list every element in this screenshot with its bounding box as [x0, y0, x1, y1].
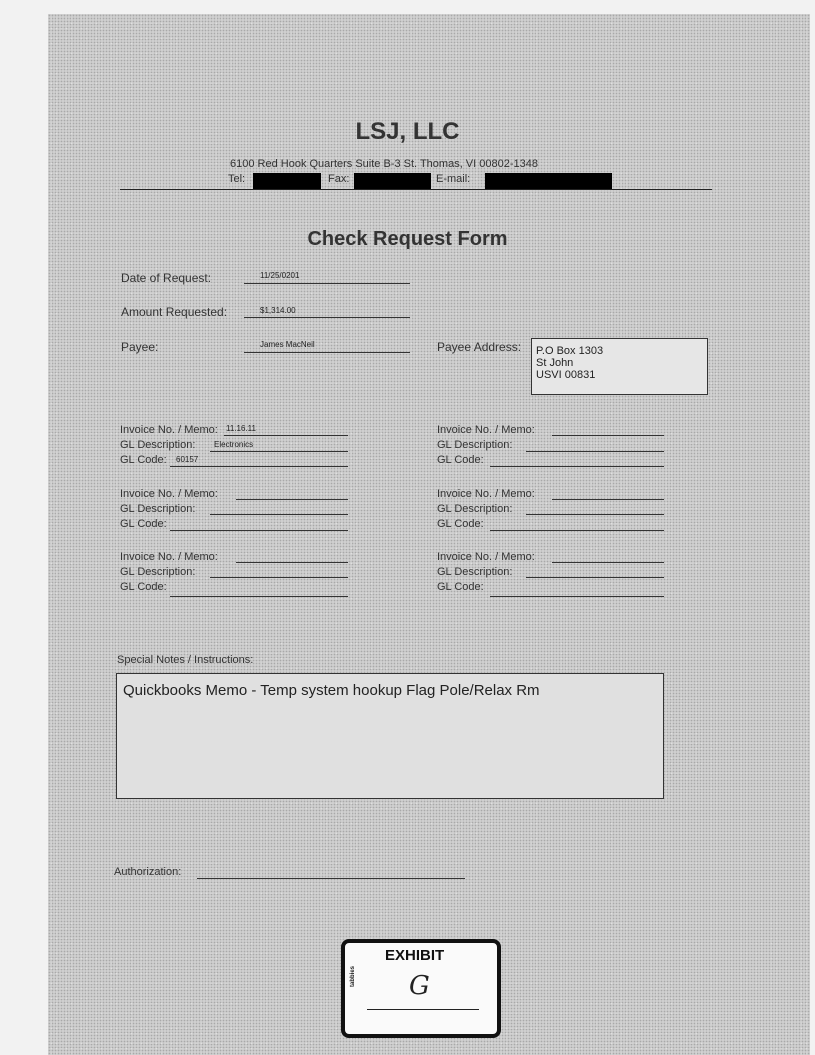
payee-address-label: Payee Address:: [437, 340, 522, 354]
authorization-label: Authorization:: [114, 866, 182, 878]
tel-label: Tel:: [228, 173, 246, 185]
payee-address-line: USVI 00831: [536, 369, 596, 381]
email-redaction: [485, 173, 612, 189]
exhibit-letter: G: [409, 971, 430, 1001]
gl-code-label: GL Code:: [437, 581, 484, 593]
invoice-memo-label: Invoice No. / Memo:: [437, 424, 535, 436]
exhibit-title: EXHIBIT: [385, 947, 445, 964]
payee-address-box[interactable]: [531, 338, 708, 395]
invoice-memo-line: [552, 562, 664, 563]
gl-code-label: GL Code:: [437, 454, 484, 466]
exhibit-brand: tabbies: [350, 965, 356, 987]
email-label: E-mail:: [436, 173, 471, 185]
gl-code-line: [490, 530, 664, 531]
fax-label: Fax:: [328, 173, 350, 185]
gl-description-line: [526, 451, 664, 452]
gl-description-label: GL Description:: [120, 503, 196, 515]
invoice-memo-label: Invoice No. / Memo:: [437, 551, 535, 563]
exhibit-line: [367, 1009, 479, 1010]
payee-address-line: P.O Box 1303: [536, 345, 604, 357]
payee-address-line: St John: [536, 357, 574, 369]
payee-line: [244, 352, 410, 353]
invoice-memo-label: Invoice No. / Memo:: [437, 488, 535, 500]
contact-line: [0, 173, 815, 189]
invoice-memo-label: Invoice No. / Memo:: [120, 488, 218, 500]
form-title: Check Request Form: [307, 228, 508, 250]
notes-text: Quickbooks Memo - Temp system hookup Flag Pole/Relax Rm: [123, 682, 540, 699]
gl-description-label: GL Description:: [437, 503, 513, 515]
date-label: Date of Request:: [121, 271, 212, 285]
gl-description-label: GL Description:: [120, 566, 196, 578]
gl-code-line: [490, 466, 664, 467]
company-name: LSJ, LLC: [355, 118, 460, 145]
header-divider: [120, 189, 712, 190]
amount-label: Amount Requested:: [121, 305, 228, 319]
invoice-memo-label: Invoice No. / Memo:: [120, 551, 218, 563]
gl-description-line: [210, 577, 348, 578]
payee-label: Payee:: [121, 340, 159, 354]
gl-description-line: [210, 451, 348, 452]
gl-description-value[interactable]: Electronics: [214, 440, 254, 449]
gl-code-line: [170, 530, 348, 531]
invoice-memo-value[interactable]: 11.16.11: [226, 424, 256, 433]
invoice-memo-line: [552, 499, 664, 500]
exhibit-stamp: [341, 939, 501, 1038]
gl-code-line: [170, 596, 348, 597]
authorization-line: [197, 878, 465, 879]
tel-redaction: [253, 173, 321, 189]
date-value[interactable]: 11/25/0201: [260, 271, 300, 280]
payee-value[interactable]: James MacNeil: [260, 340, 315, 349]
gl-description-label: GL Description:: [437, 566, 513, 578]
amount-value[interactable]: $1,314.00: [260, 306, 296, 315]
invoice-memo-label: Invoice No. / Memo:: [120, 424, 218, 436]
invoice-memo-line: [236, 562, 348, 563]
gl-code-value[interactable]: 60157: [176, 455, 199, 464]
gl-code-label: GL Code:: [437, 518, 484, 530]
company-address: 6100 Red Hook Quarters Suite B-3 St. Thomas, VI 00802-1348: [230, 158, 538, 170]
invoice-memo-line: [224, 435, 348, 436]
notes-box[interactable]: [116, 673, 664, 799]
gl-description-label: GL Description:: [120, 439, 196, 451]
scanned-page: [48, 14, 810, 1055]
gl-code-label: GL Code:: [120, 581, 167, 593]
invoice-memo-line: [236, 499, 348, 500]
notes-label: Special Notes / Instructions:: [117, 654, 254, 666]
gl-code-label: GL Code:: [120, 454, 167, 466]
fax-redaction: [354, 173, 431, 189]
gl-code-label: GL Code:: [120, 518, 167, 530]
gl-description-line: [526, 577, 664, 578]
gl-description-line: [526, 514, 664, 515]
gl-code-line: [490, 596, 664, 597]
invoice-memo-line: [552, 435, 664, 436]
gl-description-label: GL Description:: [437, 439, 513, 451]
gl-code-line: [170, 466, 348, 467]
amount-line: [244, 317, 410, 318]
date-line: [244, 283, 410, 284]
gl-description-line: [210, 514, 348, 515]
